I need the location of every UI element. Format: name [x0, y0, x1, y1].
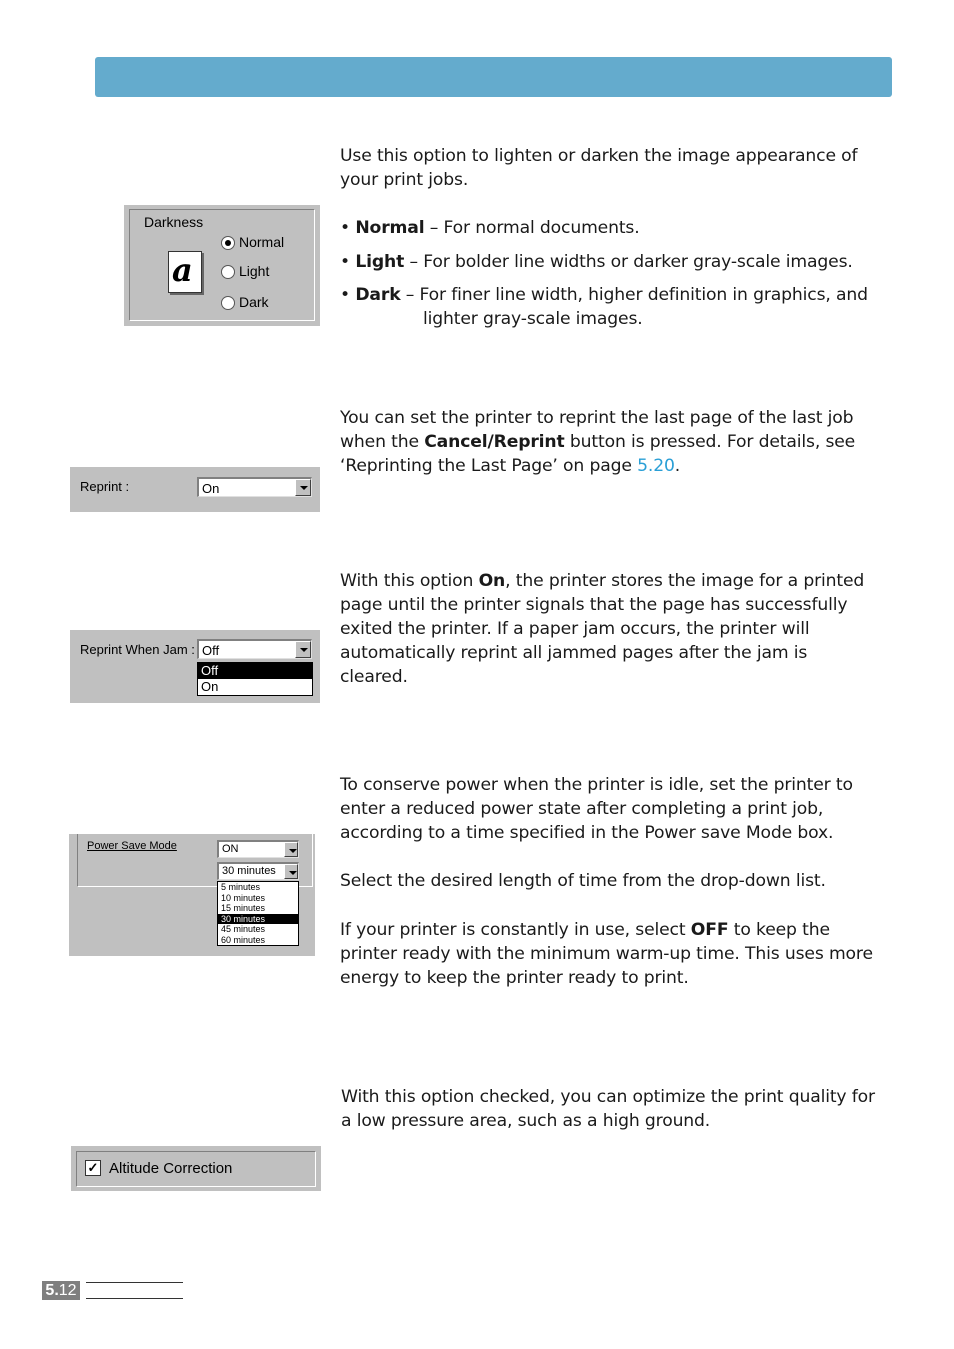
darkness-bullet-normal: • Normal – For normal documents. [340, 218, 640, 238]
cancel-reprint-term: Cancel/Reprint [424, 432, 565, 452]
text: . [674, 456, 681, 476]
altitude-description: With this option checked, you can optimize the print quality for a low pressure area, such as a high ground. [341, 1087, 875, 1131]
power-save-paragraph-1: To conserve power when the printer is idle, set the printer to enter a reduced power state after completing a print job, according to a time specified in the Power save Mode box. [340, 775, 853, 843]
jam-description [340, 569, 880, 689]
page-number: 12 [58, 1282, 77, 1299]
altitude-widget [71, 1146, 321, 1191]
altitude-checkbox[interactable] [85, 1160, 101, 1176]
power-save-mode-select[interactable] [217, 840, 299, 858]
dropdown-option[interactable]: 10 minutes [221, 892, 266, 903]
jam-value: Off [202, 643, 220, 658]
dropdown-option[interactable]: On [201, 679, 219, 694]
power-save-paragraph-2: Select the desired length of time from the drop-down list. [340, 871, 826, 891]
jam-widget [70, 630, 320, 703]
radio-label: Dark [239, 294, 269, 310]
section-header-bar [95, 57, 892, 97]
altitude-label[interactable]: Altitude Correction [109, 1160, 233, 1177]
bullet-term: Light [355, 252, 405, 272]
radio-icon [221, 296, 235, 310]
bullet-text: – For finer line width, higher definition in graphics, and [400, 285, 868, 305]
bullet-term: Dark [355, 285, 401, 305]
letter-a-page-icon: a [168, 251, 202, 293]
radio-dark[interactable] [221, 294, 269, 310]
page-number-box [42, 1281, 80, 1300]
chevron-down-icon[interactable] [284, 842, 298, 857]
radio-icon [221, 265, 235, 279]
text: , the printer stores the image for a printed page until the printer signals that the page has successfully exited the printer. If a paper jam occurs, the printer will automatically reprint all jammed pages after the jam is cleared. [340, 571, 865, 687]
darkness-widget [124, 205, 320, 326]
check-icon: ✓ [87, 1160, 99, 1175]
power-save-mode-value: ON [222, 843, 239, 855]
dropdown-option[interactable]: 30 minutes [218, 914, 298, 925]
power-save-widget [69, 834, 315, 956]
chevron-down-icon[interactable] [295, 641, 311, 658]
power-save-time-list [217, 881, 299, 946]
darkness-bullet-light: • Light – For bolder line widths or darker gray-scale images. [340, 252, 853, 272]
text: With this option [340, 571, 479, 591]
reprint-widget [70, 467, 320, 512]
page-link[interactable]: 5.20 [637, 456, 675, 476]
dropdown-option[interactable]: Off [198, 663, 312, 679]
radio-normal[interactable] [221, 234, 284, 250]
radio-selected-icon [221, 236, 235, 250]
text: to keep the printer ready with the minimum warm-up time. This uses more energy to keep the printer ready to print. [340, 920, 873, 988]
footer-rule-bottom [86, 1298, 183, 1299]
bullet-text: – For normal documents. [424, 218, 640, 238]
radio-label: Light [239, 263, 270, 279]
on-term: On [478, 571, 506, 591]
text: button is pressed. For details, see ‘Reprinting the Last Page’ on page [340, 432, 856, 476]
reprint-label: Reprint : [80, 479, 130, 494]
darkness-widget-title: Darkness [144, 214, 204, 230]
dropdown-option[interactable]: 5 minutes [221, 882, 261, 892]
chevron-down-icon[interactable] [295, 479, 311, 496]
bullet-continuation: lighter gray-scale images. [423, 309, 643, 329]
reprint-select[interactable] [197, 477, 312, 497]
bullet-term: Normal [355, 218, 425, 238]
radio-label: Normal [239, 234, 285, 250]
power-save-paragraph-3 [340, 918, 880, 990]
power-save-time-value: 30 minutes [222, 865, 276, 877]
chevron-down-icon[interactable] [284, 864, 298, 879]
text: You can set the printer to reprint the last page of the last job when the [340, 408, 854, 452]
reprint-description [340, 406, 880, 478]
reprint-value: On [202, 481, 220, 496]
dropdown-option[interactable]: 15 minutes [221, 903, 266, 913]
jam-select[interactable] [197, 639, 312, 659]
footer-rule-top [86, 1282, 183, 1283]
power-save-time-select[interactable] [217, 862, 299, 880]
darkness-description: Use this option to lighten or darken the image appearance of your print jobs. [340, 146, 858, 190]
dropdown-option[interactable]: 45 minutes [221, 924, 266, 934]
jam-dropdown-list [197, 662, 313, 696]
darkness-bullet-dark: • Dark – For finer line width, higher definition in graphics, and lighter gray-scale images. [340, 283, 885, 331]
bullet-text: – For bolder line widths or darker gray-scale images. [404, 252, 853, 272]
radio-light[interactable] [221, 263, 269, 279]
jam-label: Reprint When Jam : [80, 642, 195, 657]
text: If your printer is constantly in use, select [340, 920, 691, 940]
off-term: OFF [690, 920, 729, 940]
dropdown-option[interactable]: 60 minutes [221, 934, 266, 945]
power-save-label: Power Save Mode [87, 840, 177, 852]
chapter-number: 5. [45, 1282, 59, 1299]
